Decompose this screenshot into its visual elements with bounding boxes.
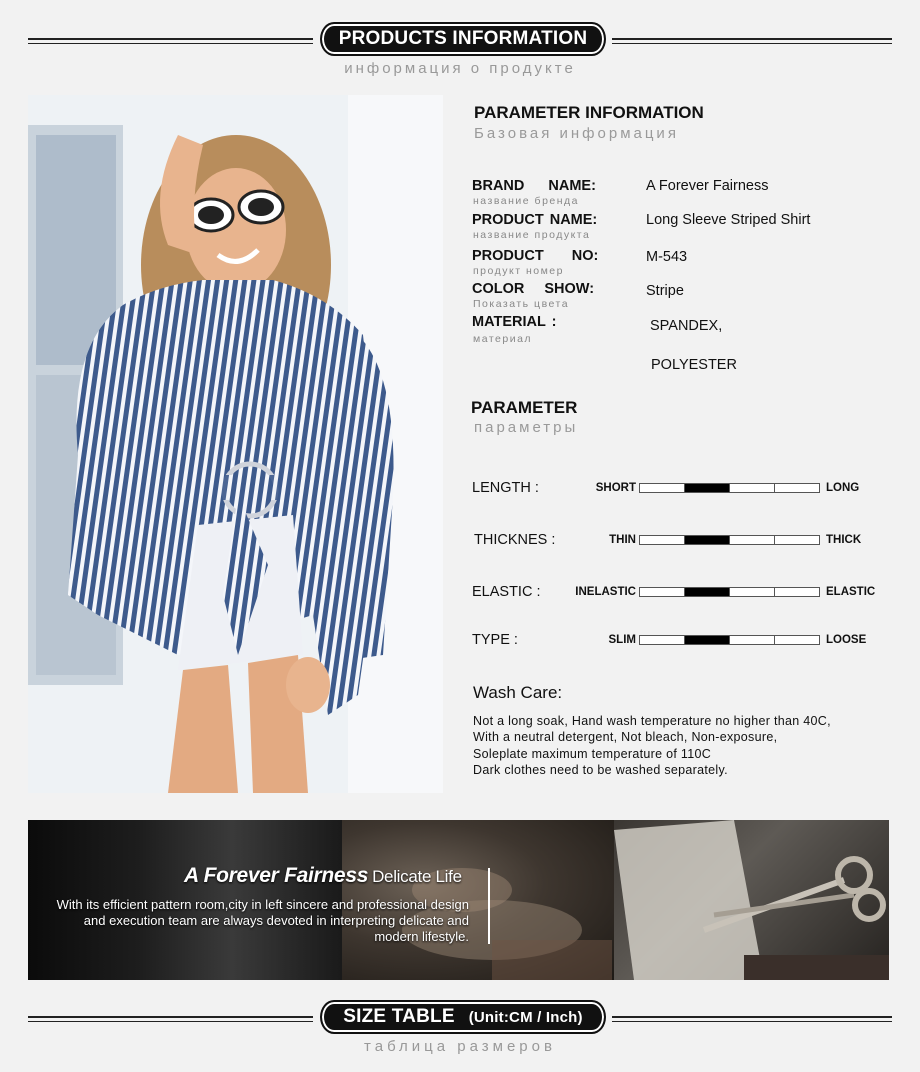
products-information-title: PRODUCTS INFORMATION xyxy=(320,22,606,56)
product-no-ru: продукт номер xyxy=(473,265,564,277)
color-show-ru: Показать цвета xyxy=(473,298,570,310)
material-value-2: POLYESTER xyxy=(651,357,737,373)
header-rule-right xyxy=(612,38,892,44)
material-value-1: SPANDEX, xyxy=(650,318,723,334)
size-table-subtitle: таблица размеров xyxy=(364,1038,556,1055)
parameter-information-subtitle: Базовая информация xyxy=(474,125,679,142)
type-label: TYPE : xyxy=(472,632,518,648)
size-table-title-text: SIZE TABLE xyxy=(343,1006,455,1027)
banner-description-line: modern lifestyle. xyxy=(374,929,469,944)
products-information-subtitle: информация о продукте xyxy=(344,60,576,77)
length-high-label: LONG xyxy=(826,482,860,494)
material-ru: материал xyxy=(473,333,533,345)
elastic-label: ELASTIC : xyxy=(472,584,541,600)
elastic-scale xyxy=(470,584,890,606)
banner-brand xyxy=(184,864,462,888)
type-scale xyxy=(470,632,890,654)
product-name-ru: название продукта xyxy=(473,229,591,241)
parameter-information-title: PARAMETER INFORMATION xyxy=(474,103,704,122)
size-table-unit: (Unit:CM / Inch) xyxy=(468,1008,583,1026)
type-level-marker xyxy=(685,636,730,644)
thickness-scale-bar xyxy=(639,535,820,545)
wash-care-line: Dark clothes need to be washed separately. xyxy=(473,763,728,777)
banner-tagline: Delicate Life xyxy=(372,867,462,886)
brand-banner xyxy=(28,820,889,980)
elastic-scale-bar xyxy=(639,587,820,597)
length-level-marker xyxy=(685,484,730,492)
type-low-label: SLIM xyxy=(608,634,636,646)
material-label: MATERIAL : xyxy=(472,314,557,330)
thickness-label: THICKNES : xyxy=(474,532,556,548)
thickness-level-marker xyxy=(685,536,730,544)
length-scale-bar xyxy=(639,483,820,493)
wash-care-title: Wash Care: xyxy=(473,683,563,702)
type-scale-bar xyxy=(639,635,820,645)
size-rule-right xyxy=(612,1016,892,1022)
thickness-scale xyxy=(470,532,890,554)
wash-care-line: With a neutral detergent, Not bleach, Non-exposure, xyxy=(473,730,778,744)
elastic-low-label: INELASTIC xyxy=(575,586,636,598)
length-scale xyxy=(470,480,890,502)
product-name-value: Long Sleeve Striped Shirt xyxy=(646,212,811,228)
size-table-title xyxy=(320,1000,606,1034)
model-photo xyxy=(28,95,443,793)
type-high-label: LOOSE xyxy=(826,634,867,646)
thickness-low-label: THIN xyxy=(609,534,636,546)
length-low-label: SHORT xyxy=(595,482,636,494)
scissors-illustration xyxy=(614,820,889,980)
product-no-value: M-543 xyxy=(646,249,688,265)
banner-brand-name: A Forever Fairness xyxy=(184,864,369,887)
wash-care-line: Not a long soak, Hand wash temperature no higher than 40C, xyxy=(473,714,831,728)
thickness-high-label: THICK xyxy=(826,534,862,546)
product-no-label: PRODUCT NO: xyxy=(472,248,599,264)
banner-description-line: and execution team are always devoted in interpreting delicate and xyxy=(83,913,469,928)
brand-name-label: BRAND NAME: xyxy=(472,178,596,194)
brand-name-value: A Forever Fairness xyxy=(646,178,769,194)
parameter-subtitle: параметры xyxy=(474,419,579,436)
brand-name-ru: название бренда xyxy=(473,195,580,207)
size-rule-left xyxy=(28,1016,313,1022)
model-illustration xyxy=(28,95,443,793)
size-table-header xyxy=(28,1000,892,1060)
banner-divider xyxy=(488,868,490,944)
header-rule-left xyxy=(28,38,313,44)
product-name-label: PRODUCT NAME: xyxy=(472,212,598,228)
products-information-header xyxy=(28,22,892,82)
banner-panel-scissors xyxy=(614,820,889,980)
color-show-value: Stripe xyxy=(646,283,684,299)
elastic-high-label: ELASTIC xyxy=(826,586,876,598)
elastic-level-marker xyxy=(685,588,730,596)
wash-care-line: Soleplate maximum temperature of 110C xyxy=(473,747,712,761)
parameter-title: PARAMETER xyxy=(471,398,578,417)
banner-description-line: With its efficient pattern room,city in left sincere and professional design xyxy=(56,897,469,912)
length-label: LENGTH : xyxy=(472,480,539,496)
color-show-label: COLOR SHOW: xyxy=(472,281,595,297)
